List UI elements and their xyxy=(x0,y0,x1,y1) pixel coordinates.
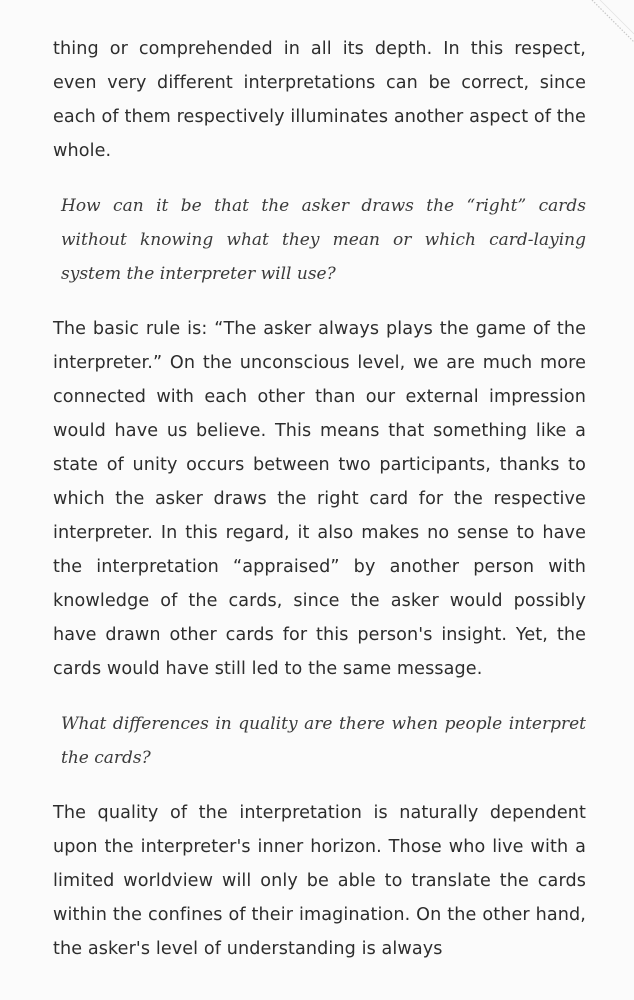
document-page xyxy=(53,32,586,966)
paragraph-basic-rule: The basic rule is: “The asker always plays the game of the interpreter.” On the unconscious level, we are much more connected with each other than our external impression would have us believe. This means that something like a state of unity occurs between two participants, thanks to which the asker draws the right card for the respective interpreter. In this regard, it also makes no sense to have the interpretation “appraised” by another person with knowledge of the cards, since the asker would possibly have drawn other cards for this person's insight. Yet, the cards would have still led to the same message. xyxy=(53,319,586,679)
question-quality-differences: What differences in quality are there when people interpret the cards? xyxy=(61,714,586,768)
page-curl-icon[interactable] xyxy=(588,0,634,46)
paragraph-continuation: thing or comprehended in all its depth. In this respect, even very different interpretations can be correct, since each of them respectively illuminates another aspect of the whole. xyxy=(53,39,586,161)
question-right-cards: How can it be that the asker draws the “right” cards without knowing what they mean or which card-laying system the interpreter will use? xyxy=(61,196,586,284)
paragraph-interpretation-quality: The quality of the interpretation is naturally dependent upon the interpreter's inner horizon. Those who live with a limited worldview will only be able to translate the cards within the confines of their imagination. On the other hand, the asker's level of understanding is always xyxy=(53,803,586,959)
